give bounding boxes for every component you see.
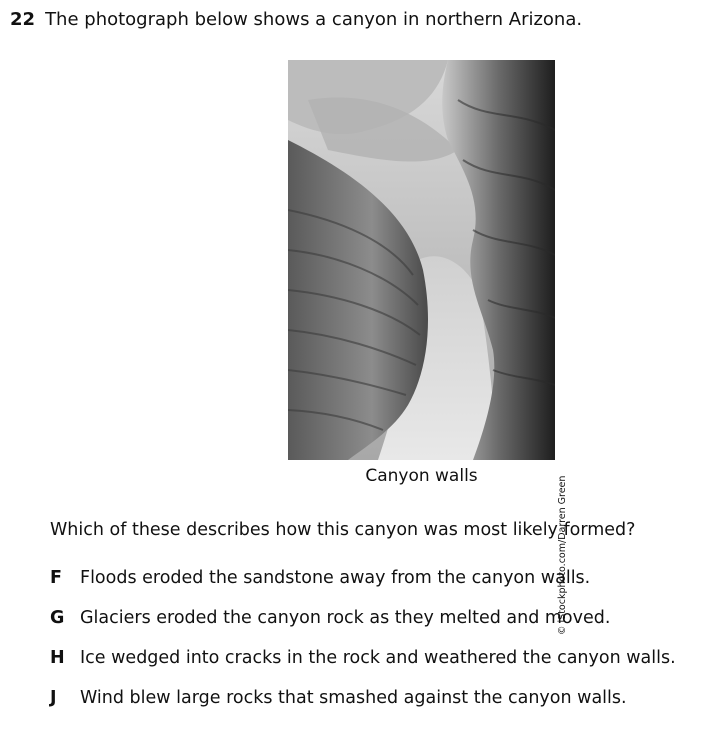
question-number: 22 xyxy=(10,9,36,30)
answer-option-j[interactable] xyxy=(50,686,627,710)
option-text: Wind blew large rocks that smashed against the canyon walls. xyxy=(80,688,627,708)
question-header xyxy=(10,8,582,32)
photo-credit-text: © iStockphoto.com/Darren Green xyxy=(557,475,568,635)
answer-option-h[interactable] xyxy=(50,646,676,670)
option-letter: F xyxy=(50,568,62,588)
answer-option-g[interactable] xyxy=(50,606,610,630)
option-letter: G xyxy=(50,608,65,628)
option-letter: H xyxy=(50,648,65,668)
canyon-photograph xyxy=(288,60,555,460)
option-letter: J xyxy=(50,688,57,708)
option-text: Ice wedged into cracks in the rock and weathered the canyon walls. xyxy=(80,648,676,668)
question-intro: The photograph below shows a canyon in northern Arizona. xyxy=(45,9,583,30)
answer-option-f[interactable] xyxy=(50,566,590,590)
option-text: Glaciers eroded the canyon rock as they melted and moved. xyxy=(80,608,611,628)
option-text: Floods eroded the sandstone away from the canyon walls. xyxy=(80,568,591,588)
question-prompt: Which of these describes how this canyon was most likely formed? xyxy=(50,520,636,540)
photo-caption: Canyon walls xyxy=(365,466,478,486)
